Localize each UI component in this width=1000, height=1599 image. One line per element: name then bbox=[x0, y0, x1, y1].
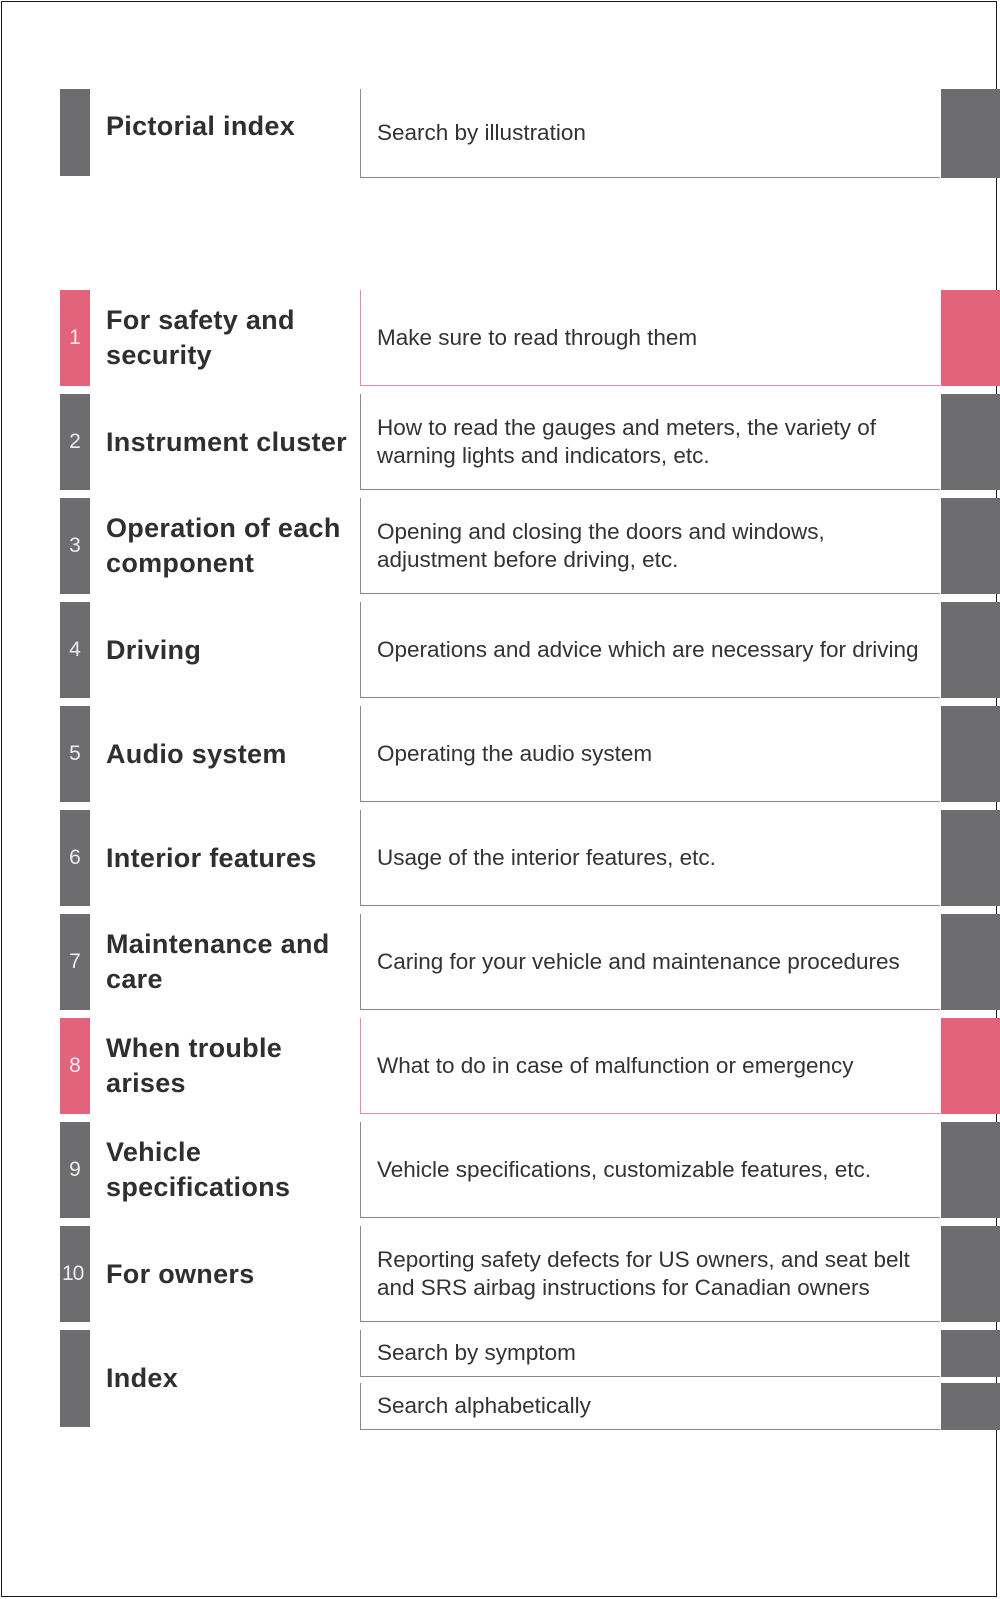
edge-tab[interactable] bbox=[941, 1018, 1000, 1114]
section-title[interactable]: Index bbox=[106, 1363, 179, 1393]
section-title[interactable]: For owners bbox=[106, 1258, 255, 1289]
edge-tab[interactable] bbox=[941, 1226, 1000, 1322]
section-audio-system[interactable] bbox=[0, 706, 1000, 802]
section-title[interactable]: Vehicle specifications bbox=[106, 1137, 291, 1202]
section-title[interactable]: Maintenance and care bbox=[106, 929, 330, 994]
section-title[interactable]: Driving bbox=[106, 634, 202, 665]
section-title[interactable]: Instrument cluster bbox=[106, 426, 347, 457]
section-description-symptom[interactable]: Search by symptom bbox=[360, 1330, 940, 1377]
section-index[interactable] bbox=[0, 1330, 1000, 1427]
section-number: 4 bbox=[60, 602, 90, 698]
section-pictorial-index[interactable] bbox=[0, 89, 1000, 178]
section-title[interactable]: Interior features bbox=[106, 842, 317, 873]
section-maintenance-and-care[interactable] bbox=[0, 914, 1000, 1010]
section-for-owners[interactable] bbox=[0, 1226, 1000, 1322]
section-description: Make sure to read through them bbox=[360, 290, 940, 386]
section-description: Operating the audio system bbox=[360, 706, 940, 802]
section-operation-of-each-component[interactable] bbox=[0, 498, 1000, 594]
section-title[interactable]: Audio system bbox=[106, 738, 287, 769]
section-description: Reporting safety defects for US owners, and seat belt and SRS airbag instructions for Canadian owners bbox=[360, 1226, 940, 1322]
section-title[interactable]: When trouble arises bbox=[106, 1033, 283, 1098]
section-interior-features[interactable] bbox=[0, 810, 1000, 906]
edge-tab[interactable] bbox=[941, 89, 1000, 178]
section-number: 2 bbox=[60, 394, 90, 490]
edge-tab-alphabetical[interactable] bbox=[941, 1383, 1000, 1430]
section-instrument-cluster[interactable] bbox=[0, 394, 1000, 490]
edge-tab[interactable] bbox=[941, 914, 1000, 1010]
section-when-trouble-arises[interactable] bbox=[0, 1018, 1000, 1114]
section-number: 9 bbox=[60, 1122, 90, 1218]
section-number: 6 bbox=[60, 810, 90, 906]
section-vehicle-specifications[interactable] bbox=[0, 1122, 1000, 1218]
section-title[interactable]: For safety and security bbox=[106, 305, 295, 370]
section-title[interactable]: Operation of each component bbox=[106, 513, 341, 578]
section-number: 7 bbox=[60, 914, 90, 1010]
section-number: 5 bbox=[60, 706, 90, 802]
edge-tab-symptom[interactable] bbox=[941, 1330, 1000, 1377]
section-tab bbox=[60, 1330, 90, 1427]
edge-tab[interactable] bbox=[941, 706, 1000, 802]
section-description: How to read the gauges and meters, the variety of warning lights and indicators, etc. bbox=[360, 394, 940, 490]
section-number: 1 bbox=[60, 290, 90, 386]
section-for-safety-and-security[interactable] bbox=[0, 290, 1000, 386]
section-number: 10 bbox=[60, 1226, 90, 1322]
section-description: Vehicle specifications, customizable features, etc. bbox=[360, 1122, 940, 1218]
section-number: 8 bbox=[60, 1018, 90, 1114]
section-number: 3 bbox=[60, 498, 90, 594]
section-title[interactable]: Pictorial index bbox=[106, 111, 296, 141]
section-description-alphabetical[interactable]: Search alphabetically bbox=[360, 1383, 940, 1430]
edge-tab[interactable] bbox=[941, 290, 1000, 386]
section-description: Opening and closing the doors and windows, adjustment before driving, etc. bbox=[360, 498, 940, 594]
section-description: Operations and advice which are necessary for driving bbox=[360, 602, 940, 698]
section-driving[interactable] bbox=[0, 602, 1000, 698]
edge-tab[interactable] bbox=[941, 602, 1000, 698]
section-description: Usage of the interior features, etc. bbox=[360, 810, 940, 906]
edge-tab[interactable] bbox=[941, 1122, 1000, 1218]
section-description: What to do in case of malfunction or emergency bbox=[360, 1018, 940, 1114]
section-tab bbox=[60, 89, 90, 176]
edge-tab[interactable] bbox=[941, 810, 1000, 906]
section-description: Caring for your vehicle and maintenance procedures bbox=[360, 914, 940, 1010]
section-description: Search by illustration bbox=[360, 89, 940, 178]
edge-tab[interactable] bbox=[941, 394, 1000, 490]
edge-tab[interactable] bbox=[941, 498, 1000, 594]
